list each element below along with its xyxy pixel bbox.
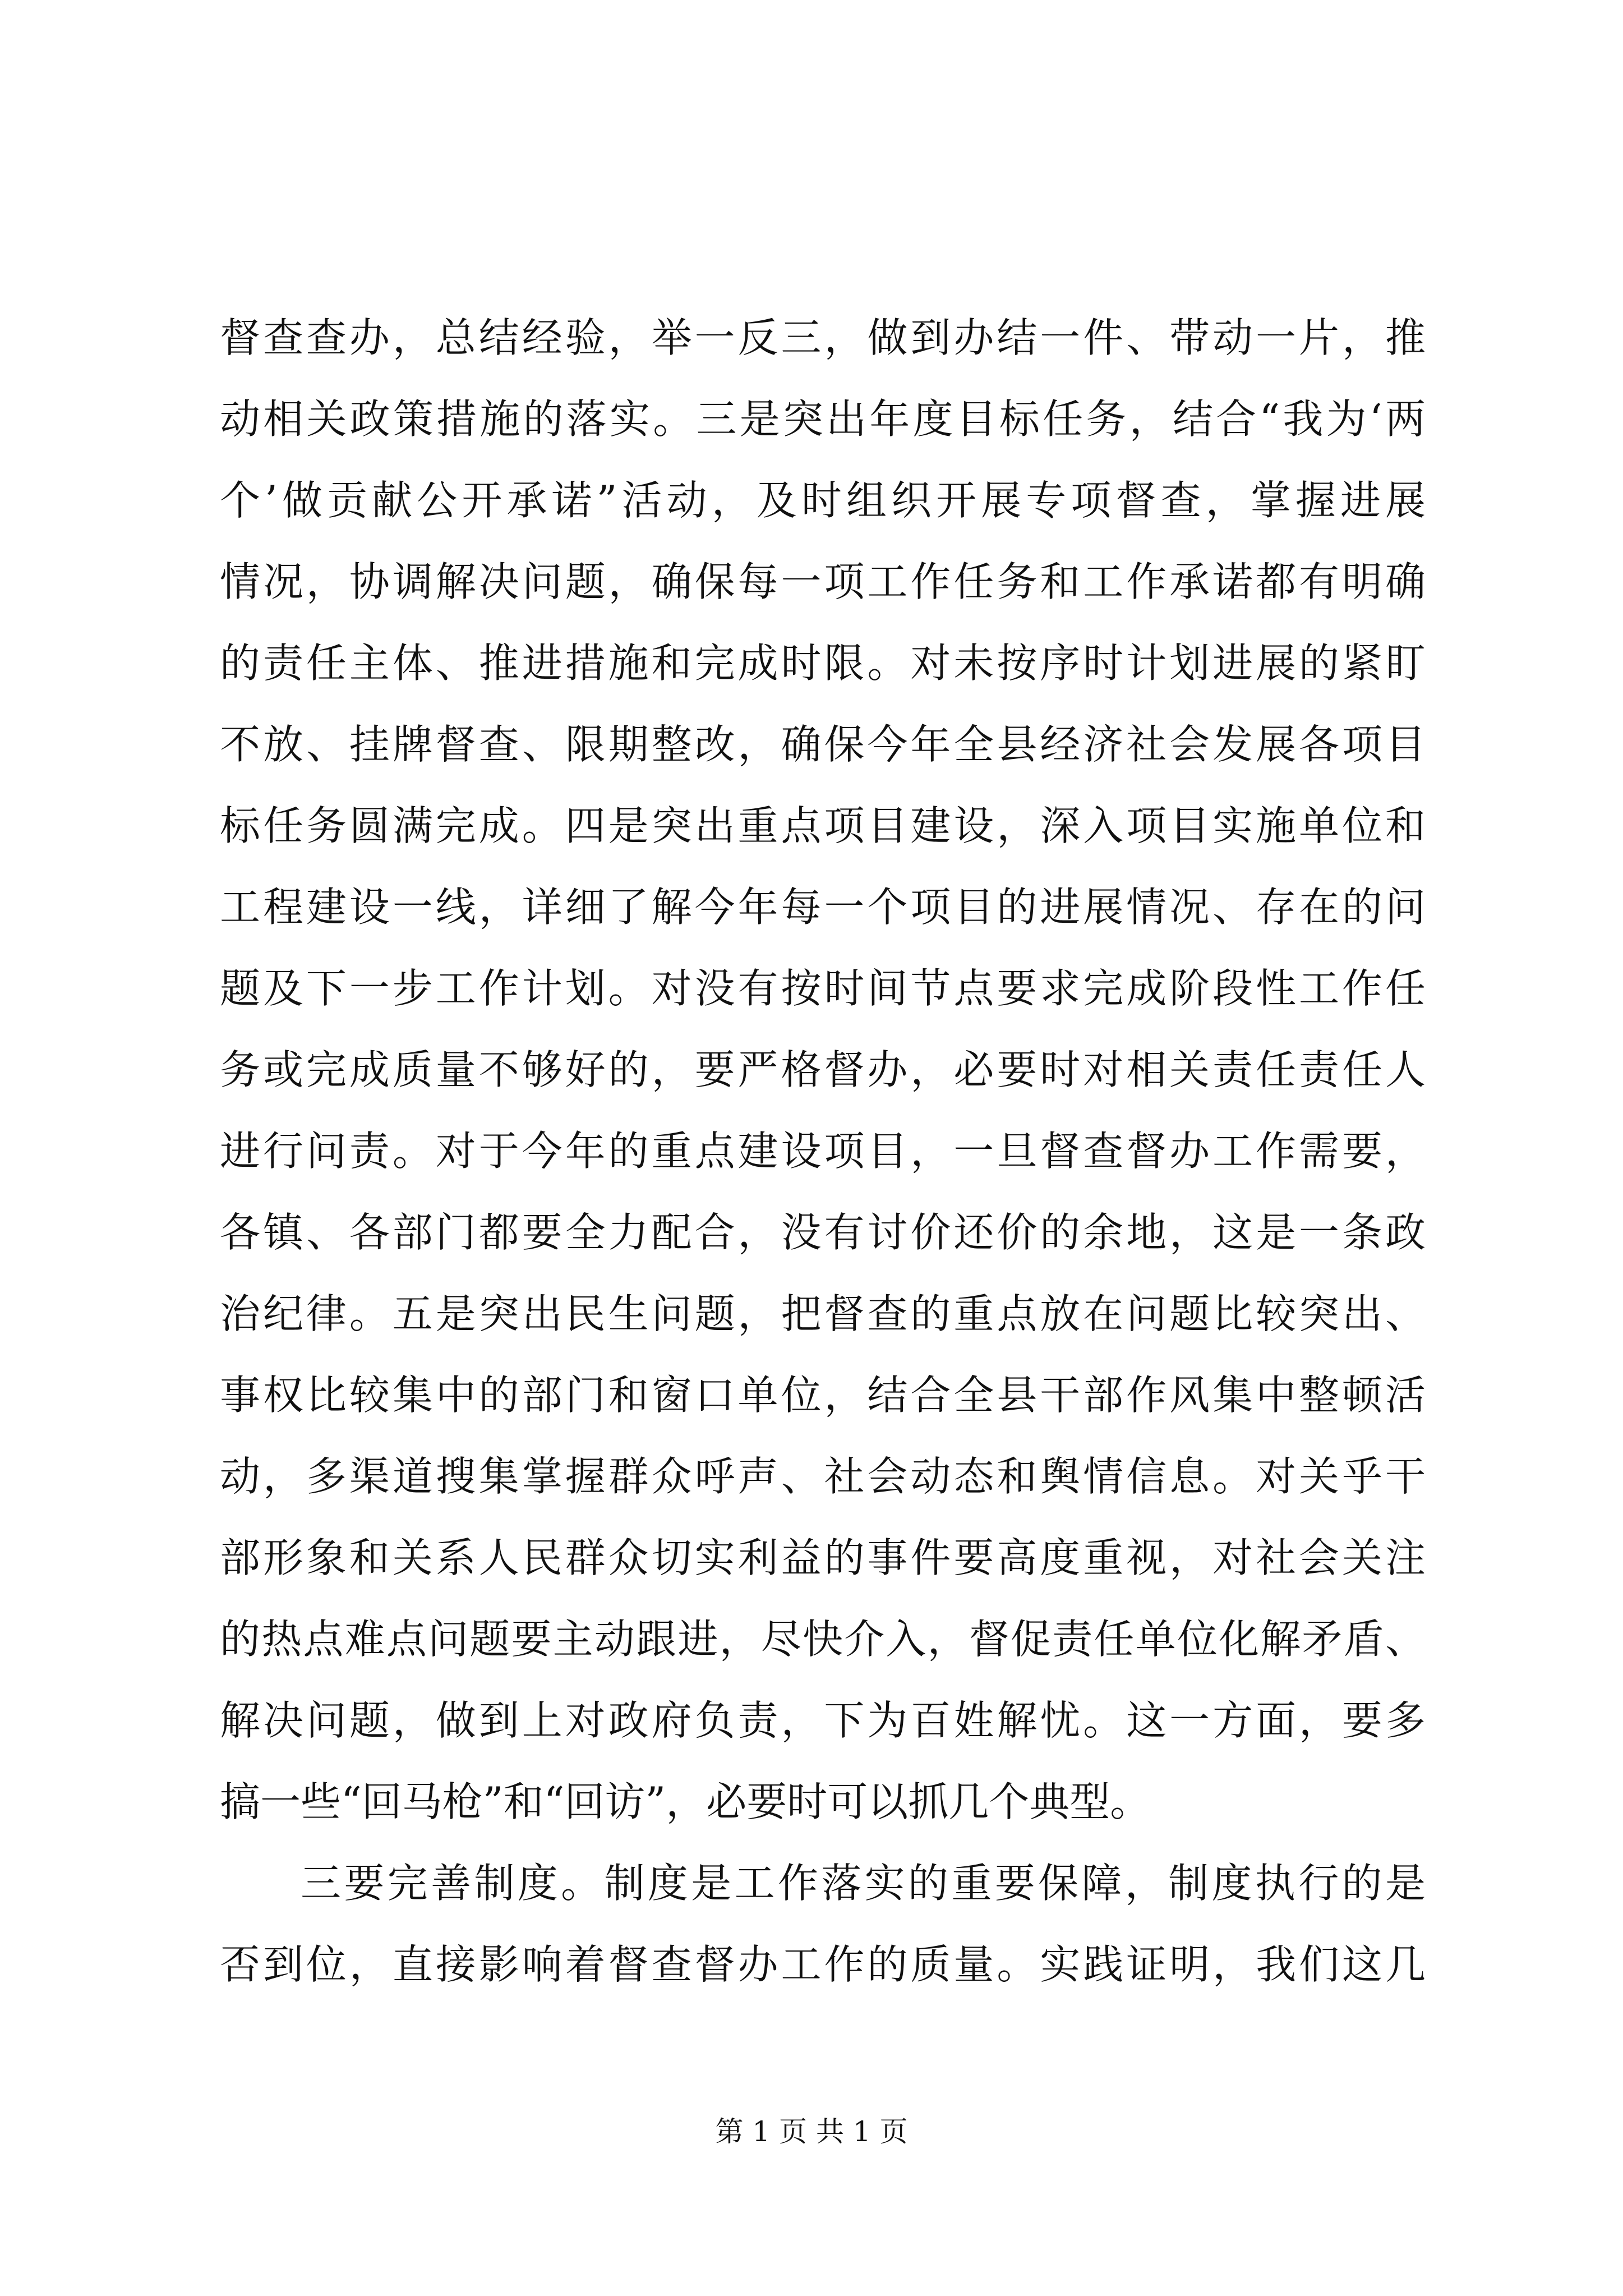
text-line: 个’做贡献公开承诺”活动，及时组织开展专项督查，掌握进展 [220, 477, 1426, 524]
text-line: 事权比较集中的部门和窗口单位，结合全县干部作风集中整顿活 [220, 1372, 1426, 1419]
paragraph-start-line: 三要完善制度。制度是工作落实的重要保障，制度执行的是 [301, 1860, 1426, 1907]
text-line: 部形象和关系人民群众切实利益的事件要高度重视，对社会关注 [220, 1534, 1426, 1581]
text-line: 的责任主体、推进措施和完成时限。对未按序时计划进展的紧盯 [220, 639, 1426, 687]
text-line: 动，多渠道搜集掌握群众呼声、社会动态和舆情信息。对关乎干 [220, 1453, 1426, 1500]
page-number-label: 第 1 页 共 1 页 [715, 2115, 908, 2148]
text-line: 解决问题，做到上对政府负责，下为百姓解忧。这一方面，要多 [220, 1697, 1426, 1744]
text-line: 标任务圆满完成。四是突出重点项目建设，深入项目实施单位和 [220, 802, 1426, 849]
text-line: 否到位，直接影响着督查督办工作的质量。实践证明，我们这几 [220, 1941, 1426, 1988]
paragraph-end-line: 搞一些“回马枪”和“回访”，必要时可以抓几个典型。 [220, 1778, 1151, 1825]
text-line: 情况，协调解决问题，确保每一项工作任务和工作承诺都有明确 [220, 558, 1426, 605]
document-body [220, 297, 1426, 2005]
text-line: 不放、挂牌督查、限期整改，确保今年全县经济社会发展各项目 [220, 721, 1426, 768]
text-line: 的热点难点问题要主动跟进，尽快介入，督促责任单位化解矛盾、 [220, 1616, 1426, 1663]
text-line: 工程建设一线，详细了解今年每一个项目的进展情况、存在的问 [220, 884, 1426, 931]
text-line: 治纪律。五是突出民生问题，把督查的重点放在问题比较突出、 [220, 1290, 1426, 1337]
text-line: 进行问责。对于今年的重点建设项目，一旦督查督办工作需要， [220, 1128, 1426, 1175]
text-line: 督查查办，总结经验，举一反三，做到办结一件、带动一片，推 [220, 314, 1426, 361]
page-footer [0, 2115, 1623, 2148]
text-line: 动相关政策措施的落实。三是突出年度目标任务，结合“我为‘两 [220, 395, 1426, 443]
text-line: 各镇、各部门都要全力配合，没有讨价还价的余地，这是一条政 [220, 1209, 1426, 1256]
text-line: 题及下一步工作计划。对没有按时间节点要求完成阶段性工作任 [220, 965, 1426, 1012]
text-line: 务或完成质量不够好的，要严格督办，必要时对相关责任责任人 [220, 1046, 1426, 1093]
